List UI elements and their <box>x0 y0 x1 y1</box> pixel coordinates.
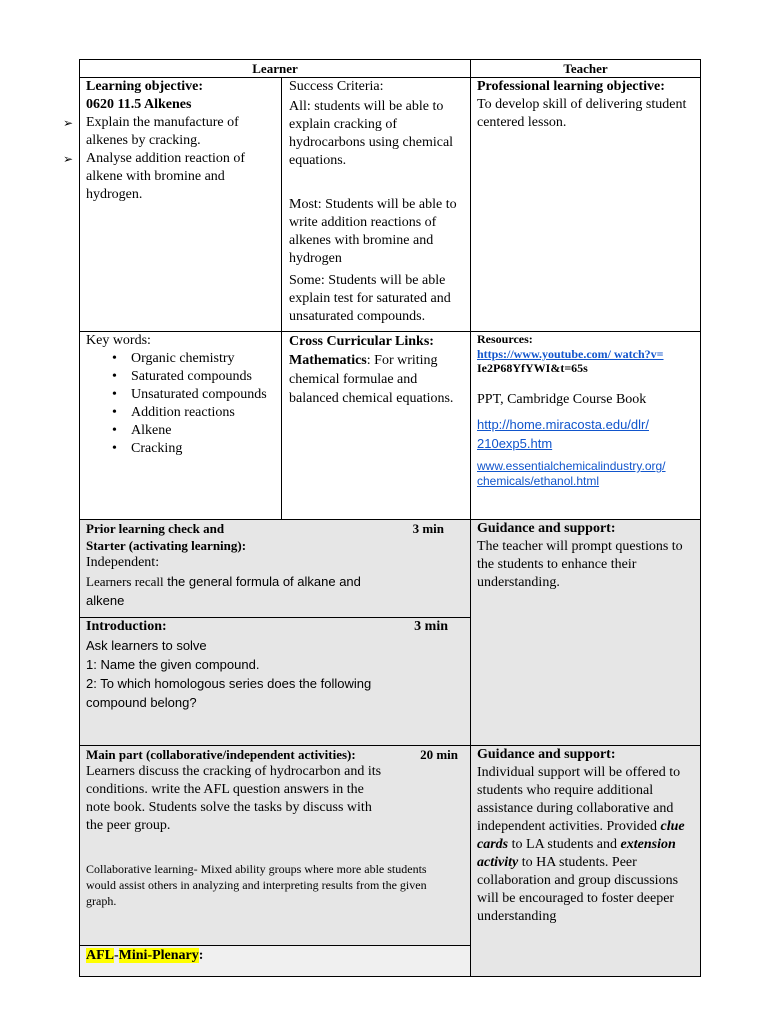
key-words-cell <box>86 332 280 458</box>
cross-curricular-cell <box>289 332 465 408</box>
professional-objective-cell <box>477 78 697 132</box>
main-part-text: Learners discuss the cracking of hydrocarbon and its conditions. write the AFL question answers in the note book. Students solve the tasks by discuss with the peer group. <box>86 764 382 833</box>
afl-mini-plenary <box>86 947 464 965</box>
clue-cards-text: clue cards <box>477 819 685 852</box>
professional-objective-text: To develop skill of delivering student centered lesson. <box>477 97 687 130</box>
resources-books: PPT, Cambridge Course Book <box>477 392 647 407</box>
learner-header: Learner <box>252 61 298 76</box>
table-bottom-border <box>79 976 701 977</box>
prior-learning-time: 3 min <box>412 521 444 536</box>
key-word-item: • Cracking <box>86 440 280 458</box>
key-word-item: • Organic chemistry <box>86 350 280 368</box>
teacher-header: Teacher <box>563 61 608 76</box>
extension-activity-text: extension activity <box>477 837 676 870</box>
resources-title: Resources: <box>477 332 533 346</box>
guidance-text-1: The teacher will prompt questions to the students to enhance their understanding. <box>477 539 683 590</box>
collaborative-text: Collaborative learning- Mixed ability groups where more able students would assist others in analyzing and interpreting results from the given graph. <box>86 862 427 908</box>
key-word-item: • Unsaturated compounds <box>86 386 280 404</box>
main-part-cell <box>86 746 464 909</box>
guidance-cell-2 <box>477 746 697 926</box>
table-top-border <box>79 59 701 60</box>
learning-objective-title: Learning objective: <box>86 79 204 94</box>
introduction-title: Introduction: <box>86 619 167 634</box>
key-word-item: • Saturated compounds <box>86 368 280 386</box>
starter-title: Starter (activating learning): <box>86 538 247 553</box>
main-part-title: Main part (collaborative/independent activities): <box>86 747 356 762</box>
key-words-title: Key words: <box>86 333 151 348</box>
prior-learning-mode: Independent: <box>86 555 160 570</box>
main-part-time: 20 min <box>420 747 458 762</box>
afl-colon: : <box>198 948 204 963</box>
miracosta-link[interactable]: http://home.miracosta.edu/dlr/ 210exp5.htm <box>477 417 649 451</box>
key-word-item: • Addition reactions <box>86 404 280 422</box>
essential-chemical-link[interactable]: www.essentialchemicalindustry.org/ chemicals/ethanol.html <box>477 459 666 488</box>
success-criteria-title: Success Criteria: <box>289 79 384 94</box>
prior-learning-text-b: the general formula of alkane and alkene <box>86 574 361 608</box>
mini-plenary-label: Mini-Plenary <box>118 948 199 963</box>
success-criteria-cell <box>289 78 469 326</box>
objective-item: ➢ Analyse addition reaction of alkene with bromine and hydrogen. <box>41 150 280 204</box>
prior-learning-cell <box>86 520 464 610</box>
success-criteria-all: All: students will be able to explain cracking of hydrocarbons using chemical equations. <box>289 99 454 168</box>
success-criteria-some: Some: Students will be able explain test for saturated and unsaturated compounds. <box>289 273 451 324</box>
guidance-text-2c: to HA students. Peer collaboration and group discussions will be encouraged to foster deeper understanding <box>477 855 679 924</box>
learning-objective-code: 0620 11.5 Alkenes <box>86 97 192 112</box>
guidance-cell-1 <box>477 520 697 592</box>
objective-item: ➢ Explain the manufacture of alkenes by cracking. <box>41 114 280 150</box>
introduction-line3: 2: To which homologous series does the following compound belong? <box>86 676 372 710</box>
introduction-time: 3 min <box>414 619 448 634</box>
key-word-item: • Alkene <box>86 422 280 440</box>
guidance-title-1: Guidance and support: <box>477 521 616 536</box>
learner-column-divider <box>281 77 282 520</box>
prior-learning-text-a: Learners recall <box>86 574 164 589</box>
guidance-text-2a: Individual support will be offered to students who require additional assistance during collaborative and independent activities. Provided <box>477 765 681 834</box>
resources-cell <box>477 332 697 489</box>
prior-learning-title: Prior learning check and <box>86 521 225 536</box>
cross-curricular-subject: Mathematics <box>289 353 367 368</box>
youtube-link[interactable]: https://www.youtube.com/ watch?v= <box>477 347 664 361</box>
afl-border <box>79 945 470 946</box>
introduction-cell <box>86 618 464 712</box>
success-criteria-most: Most: Students will be able to write addition reactions of alkenes with bromine and hydrogen <box>289 197 457 266</box>
guidance-text-2b: to LA students and <box>508 837 621 852</box>
afl-dash: - <box>114 948 119 963</box>
learner-teacher-divider <box>470 59 471 977</box>
professional-objective-title: Professional learning objective: <box>477 79 665 94</box>
guidance-title-2: Guidance and support: <box>477 747 616 762</box>
learning-objective-cell <box>86 78 280 204</box>
introduction-line1: Ask learners to solve <box>86 638 207 653</box>
cross-curricular-text: : For writing chemical formulae and balanced chemical equations. <box>289 353 454 406</box>
table-right-border <box>700 59 701 977</box>
introduction-line2: 1: Name the given compound. <box>86 657 260 672</box>
cross-curricular-title: Cross Curricular Links: <box>289 334 434 349</box>
youtube-id: Ie2P68YfYWI&t=65s <box>477 361 588 375</box>
afl-label: AFL <box>86 948 114 963</box>
